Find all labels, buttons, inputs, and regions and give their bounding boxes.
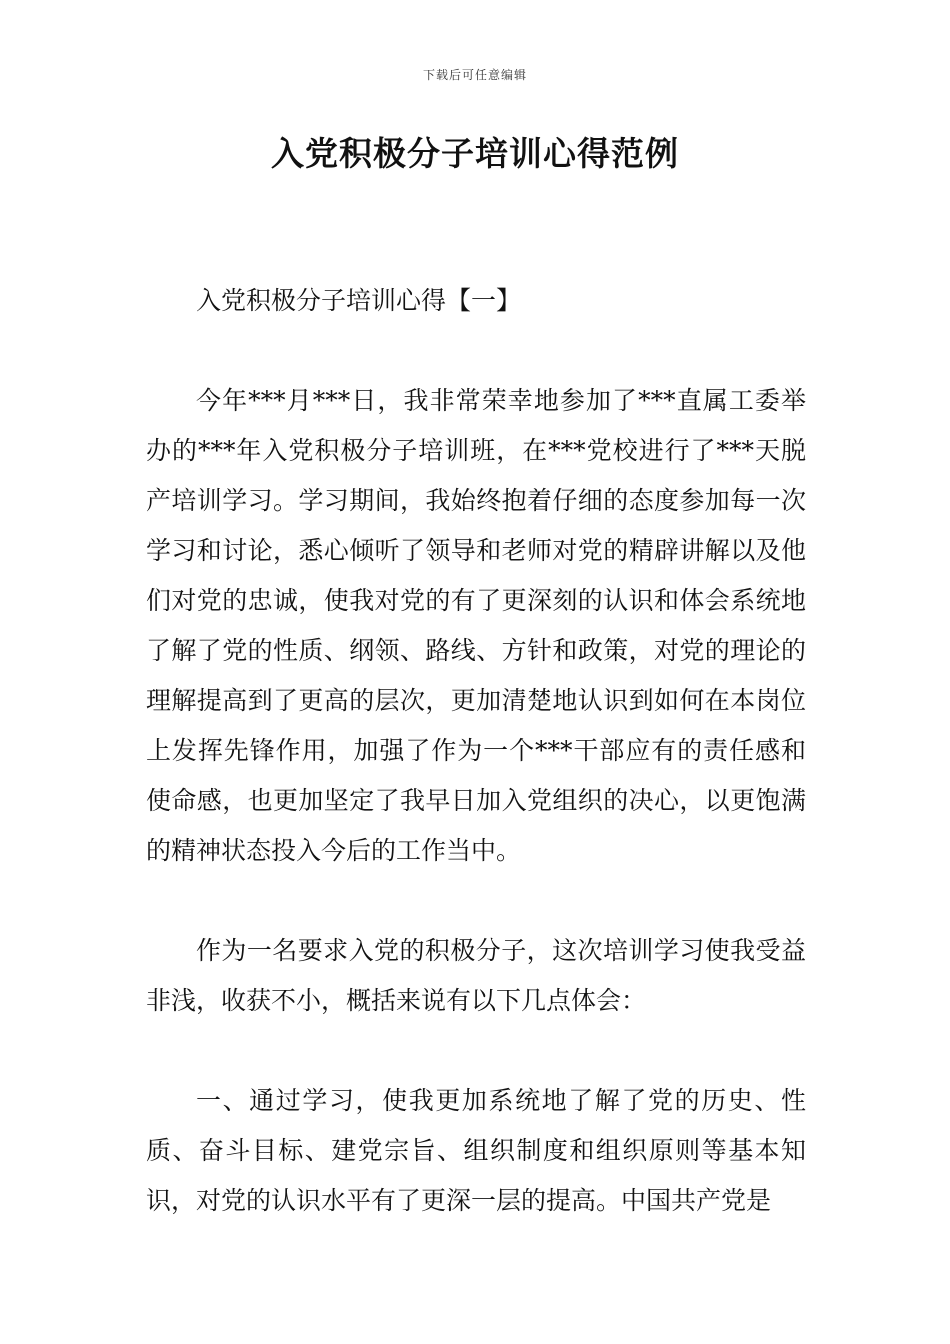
paragraph-1: 今年***月***日，我非常荣幸地参加了***直属工委举办的***年入党积极分子培训班，在***党校进行了***天脱产培训学习。学习期间，我始终抱着仔细的态度参加每一次学习和讨论，悉心倾听了领导和老师对党的精辟讲解以及他们对党的忠诚，使我对党的有了更深刻的认识和体会系统地了解了党的性质、纲领、路线、方针和政策，对党的理论的理解提高到了更高的层次，更加清楚地认识到如何在本岗位上发挥先锋作用，加强了作为一个***干部应有的责任感和使命感，也更加坚定了我早日加入党组织的决心，以更饱满的精神状态投入今后的工作当中。: [146, 386, 806, 865]
section-heading: 入党积极分子培训心得【一】: [196, 286, 522, 315]
document-title: 入党积极分子培训心得范例: [271, 134, 679, 173]
paragraph-2: 作为一名要求入党的积极分子，这次培训学习使我受益非浅，收获不小，概括来说有以下几点体会：: [146, 936, 806, 1015]
paragraph-3: 一、通过学习，使我更加系统地了解了党的历史、性质、奋斗目标、建党宗旨、组织制度和组织原则等基本知识，对党的认识水平有了更深一层的提高。中国共产党是: [146, 1086, 806, 1215]
document-body: [146, 276, 806, 1226]
page-header-note: 下载后可任意编辑: [422, 68, 527, 82]
